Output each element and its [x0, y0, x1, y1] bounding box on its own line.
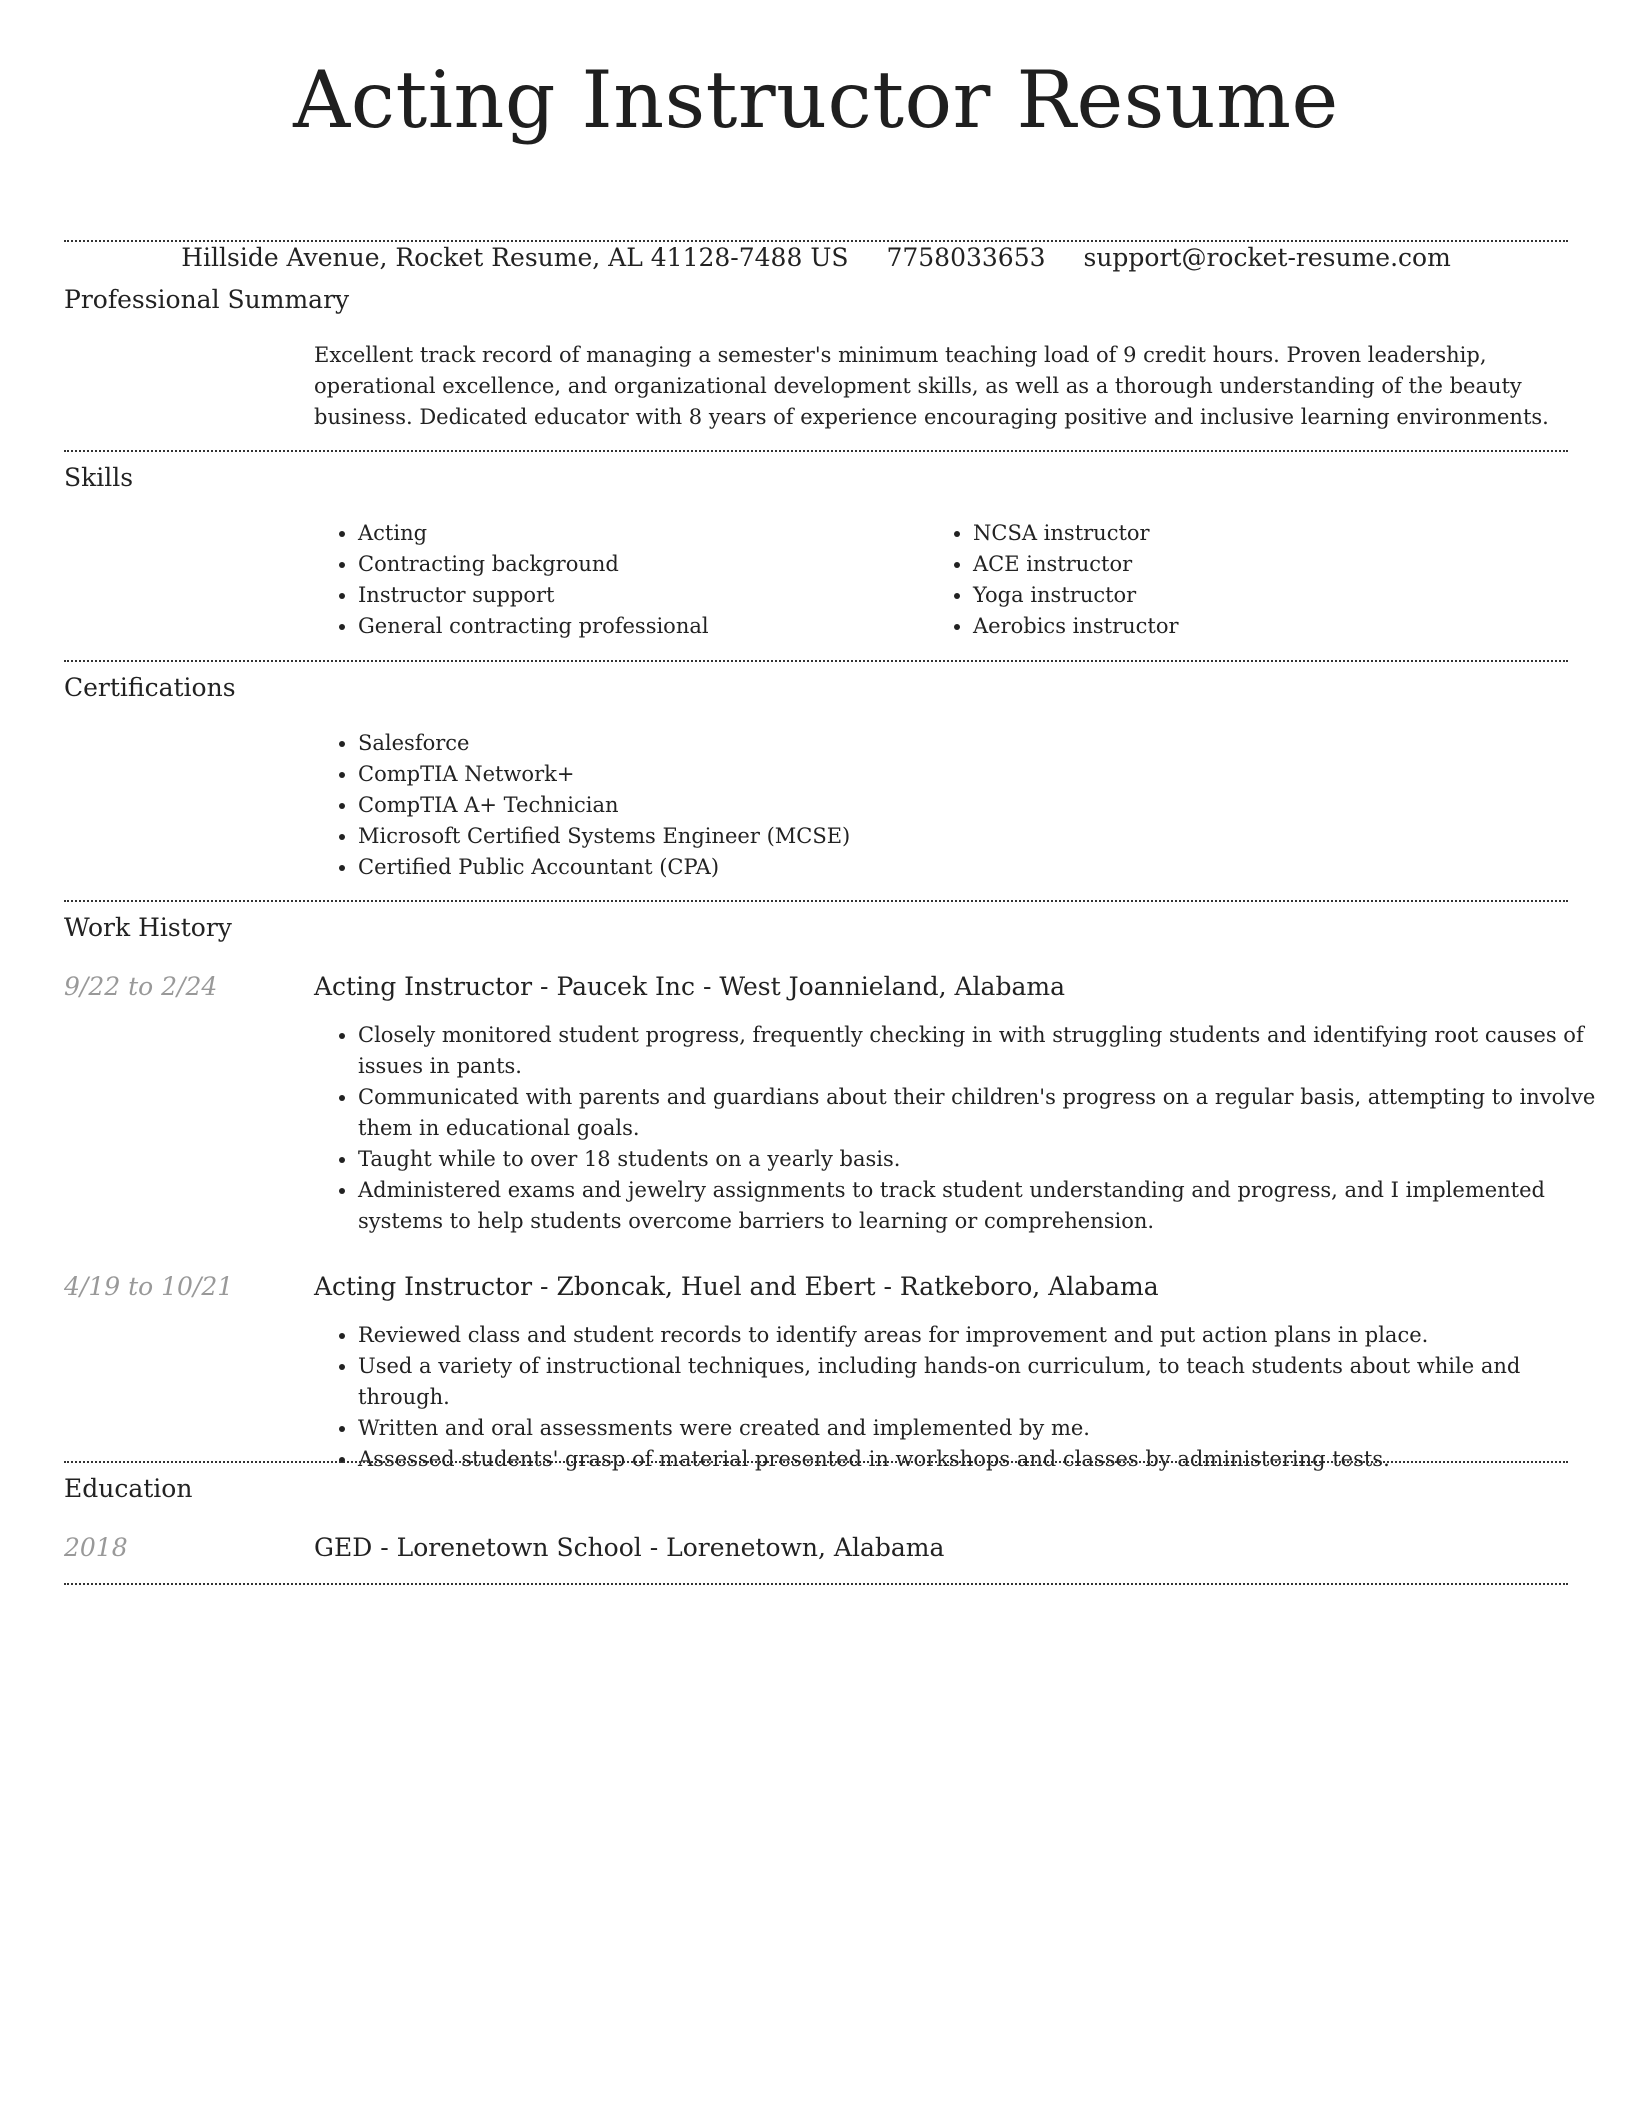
list-item: • Used a variety of instructional techniques, including hands-on curriculum, to teach students about while and through. [358, 1351, 1612, 1413]
list-item: • CompTIA Network+ [358, 759, 1558, 790]
list-item: • Aerobics instructor [973, 611, 1573, 642]
contact-address: Hillside Avenue, Rocket Resume, AL 41128-7488 US [181, 243, 849, 272]
summary-heading: Professional Summary [64, 285, 350, 314]
list-item: • Certified Public Accountant (CPA) [358, 852, 1558, 883]
skills-list-left [314, 518, 938, 642]
job-dates: 9/22 to 2/24 [64, 972, 218, 1001]
contact-phone: 7758033653 [886, 243, 1046, 272]
list-item: • Salesforce [358, 728, 1558, 759]
list-item: • ACE instructor [973, 549, 1573, 580]
work-divider [64, 1461, 1568, 1463]
list-item: • Instructor support [358, 580, 938, 611]
skills-divider [64, 660, 1568, 662]
job-bullets [314, 1020, 1612, 1237]
list-item: • Contracting background [358, 549, 938, 580]
list-item: • Closely monitored student progress, frequently checking in with struggling students and identifying root causes of issues in pants. [358, 1020, 1612, 1082]
list-item: • Communicated with parents and guardians about their children's progress on a regular basis, attempting to involve them in educational goals. [358, 1082, 1612, 1144]
job-dates: 4/19 to 10/21 [64, 1272, 234, 1301]
list-item: • NCSA instructor [973, 518, 1573, 549]
certifications-heading: Certifications [64, 673, 236, 702]
education-divider [64, 1583, 1568, 1585]
list-item: • Assessed students' grasp of material presented in workshops and classes by administering tests. [358, 1444, 1612, 1475]
contact-email: support@rocket-resume.com [1083, 243, 1451, 272]
education-entry: GED - Lorenetown School - Lorenetown, Alabama [314, 1533, 945, 1562]
list-item: • Reviewed class and student records to identify areas for improvement and put action plans in place. [358, 1320, 1612, 1351]
contact-line [0, 240, 1632, 276]
skills-heading: Skills [64, 463, 134, 492]
list-item: • General contracting professional [358, 611, 938, 642]
list-item: • Administered exams and jewelry assignments to track student understanding and progress, and I implemented systems to help students overcome barriers to learning or comprehension. [358, 1175, 1612, 1237]
summary-text: Excellent track record of managing a semester's minimum teaching load of 9 credit hours. Proven leadership, operational excellence, and organizational development skills, as well as a thorough understanding of the beauty business. Dedicated educator with 8 years of experience encouraging positive and inclusive learning environments. [314, 343, 1549, 429]
education-heading: Education [64, 1474, 193, 1503]
education-date: 2018 [64, 1533, 128, 1562]
job-bullets [314, 1320, 1612, 1475]
list-item: • Written and oral assessments were created and implemented by me. [358, 1413, 1612, 1444]
job-title: Acting Instructor - Paucek Inc - West Joannieland, Alabama [314, 972, 1065, 1001]
job-title: Acting Instructor - Zboncak, Huel and Ebert - Ratkeboro, Alabama [314, 1272, 1159, 1301]
certifications-list [314, 728, 1558, 883]
list-item: • Taught while to over 18 students on a yearly basis. [358, 1144, 1612, 1175]
work-history-heading: Work History [64, 913, 232, 942]
skills-list-right [929, 518, 1573, 642]
summary-divider [64, 450, 1568, 452]
list-item: • Yoga instructor [973, 580, 1573, 611]
list-item: • Acting [358, 518, 938, 549]
resume-title: Acting Instructor Resume [293, 54, 1339, 146]
certifications-divider [64, 900, 1568, 902]
list-item: • Microsoft Certified Systems Engineer (MCSE) [358, 821, 1558, 852]
header-divider [64, 240, 1568, 242]
list-item: • CompTIA A+ Technician [358, 790, 1558, 821]
